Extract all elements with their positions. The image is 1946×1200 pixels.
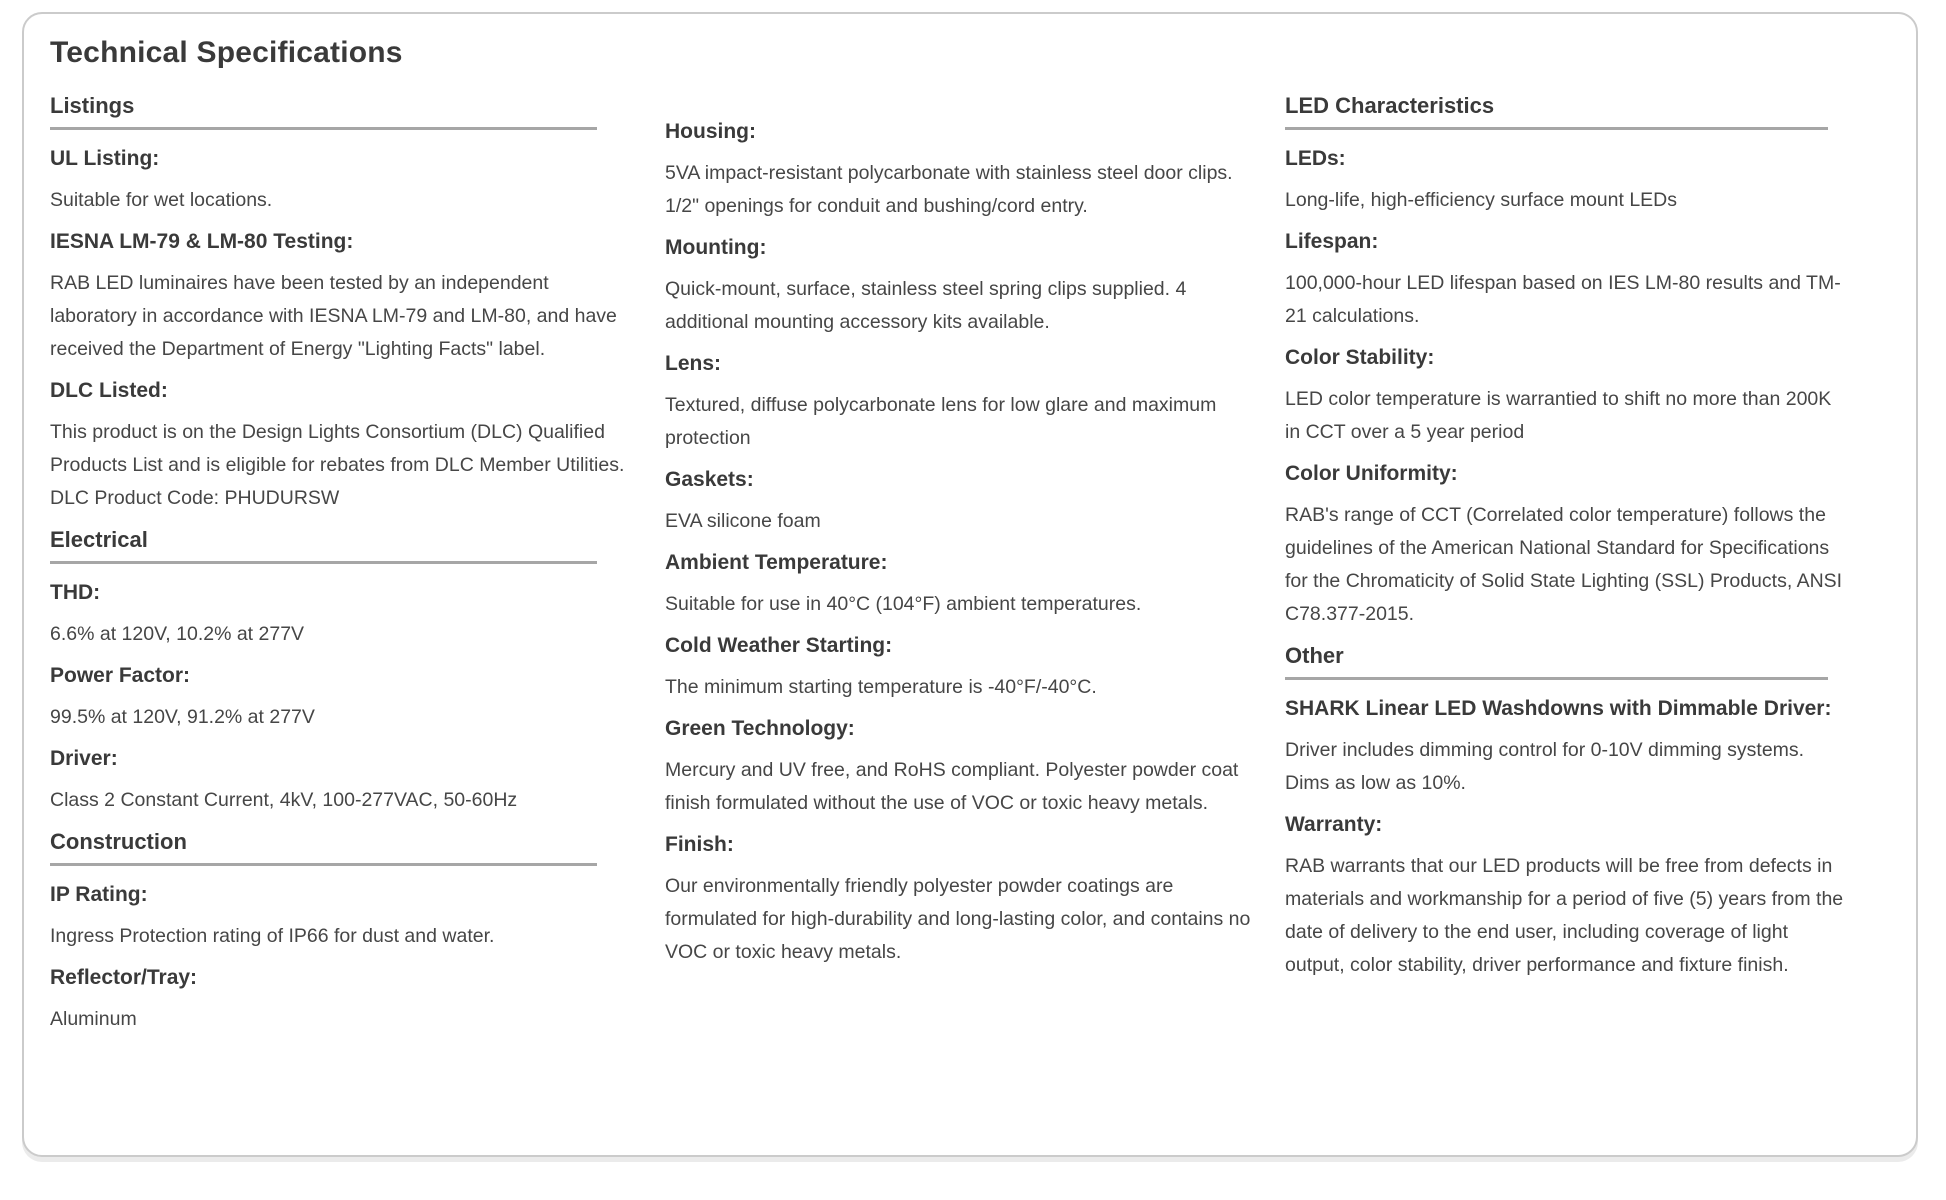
- section-header: [50, 527, 635, 564]
- section-title: LED Characteristics: [1285, 93, 1495, 118]
- spec-term: Warranty:: [1285, 813, 1383, 836]
- spec-term: Green Technology:: [665, 717, 855, 740]
- spec-definition: 5VA impact-resistant polycarbonate with stainless steel door clips. 1/2" openings for conduit and bushing/cord entry.: [665, 162, 1233, 217]
- section-rule: [1285, 677, 1828, 680]
- column-3: [1285, 93, 1850, 994]
- section-rule: [1285, 127, 1828, 130]
- spec-term: Finish:: [665, 833, 734, 856]
- section-header: [1285, 93, 1850, 130]
- spec-definition: Textured, diffuse polycarbonate lens for low glare and maximum protection: [665, 394, 1217, 449]
- spec-definition: Suitable for use in 40°C (104°F) ambient temperatures.: [665, 593, 1142, 615]
- spec-definition: 100,000-hour LED lifespan based on IES LM-80 results and TM-21 calculations.: [1285, 272, 1841, 327]
- spec-term: Driver:: [50, 747, 118, 770]
- spec-definition: RAB LED luminaires have been tested by an independent laboratory in accordance with IESNA LM-79 and LM-80, and have received the Department of Energy "Lighting Facts" label.: [50, 272, 617, 360]
- spec-definition: RAB's range of CCT (Correlated color temperature) follows the guidelines of the American National Standard for Specifications for the Chromaticity of Solid State Lighting (SSL) Products, ANSI C78.377-2015.: [1285, 504, 1843, 625]
- spec-definition: Class 2 Constant Current, 4kV, 100-277VAC, 50-60Hz: [50, 789, 518, 811]
- section-header: [50, 93, 635, 130]
- spec-term: THD:: [50, 581, 101, 604]
- section-title: Electrical: [50, 527, 148, 552]
- spec-term: Reflector/Tray:: [50, 966, 198, 989]
- section-title: Other: [1285, 643, 1344, 668]
- spec-definition: 6.6% at 120V, 10.2% at 277V: [50, 623, 305, 645]
- section-rule: [50, 561, 597, 564]
- spec-term: SHARK Linear LED Washdowns with Dimmable Driver:: [1285, 697, 1832, 720]
- spec-definition: Ingress Protection rating of IP66 for dust and water.: [50, 925, 495, 947]
- spec-term: IP Rating:: [50, 883, 148, 906]
- spec-term: IESNA LM-79 & LM-80 Testing:: [50, 230, 354, 253]
- spec-definition: Driver includes dimming control for 0-10V dimming systems. Dims as low as 10%.: [1285, 739, 1805, 794]
- spec-definition: Long-life, high-efficiency surface mount LEDs: [1285, 189, 1678, 211]
- spec-term: Ambient Temperature:: [665, 551, 888, 574]
- spec-columns: [50, 93, 1890, 1048]
- spec-term: Cold Weather Starting:: [665, 634, 893, 657]
- spec-term: Mounting:: [665, 236, 767, 259]
- section-rule: [50, 863, 597, 866]
- spec-definition: Quick-mount, surface, stainless steel spring clips supplied. 4 additional mounting accessory kits available.: [665, 278, 1187, 333]
- spec-definition: The minimum starting temperature is -40°F/-40°C.: [665, 676, 1097, 698]
- spec-term: Gaskets:: [665, 468, 754, 491]
- section-header: [50, 829, 635, 866]
- spec-card: [22, 12, 1918, 1157]
- spec-term: Lifespan:: [1285, 230, 1379, 253]
- spec-definition: 99.5% at 120V, 91.2% at 277V: [50, 706, 315, 728]
- column-1: [50, 93, 635, 1048]
- spec-term: UL Listing:: [50, 147, 160, 170]
- section-title: Listings: [50, 93, 135, 118]
- spec-definition: This product is on the Design Lights Consortium (DLC) Qualified Products List and is eligible for rebates from DLC Member Utilities. DLC Product Code: PHUDURSW: [50, 421, 625, 509]
- spec-definition: Aluminum: [50, 1008, 137, 1030]
- spec-definition: Suitable for wet locations.: [50, 189, 273, 211]
- spec-term: Housing:: [665, 120, 756, 143]
- spec-term: DLC Listed:: [50, 379, 168, 402]
- spec-definition: Mercury and UV free, and RoHS compliant. Polyester powder coat finish formulated without the use of VOC or toxic heavy metals.: [665, 759, 1239, 814]
- section-rule: [50, 127, 597, 130]
- spec-term: Power Factor:: [50, 664, 191, 687]
- column-2: [665, 93, 1253, 981]
- spec-definition: RAB warrants that our LED products will be free from defects in materials and workmanship for a period of five (5) years from the date of delivery to the end user, including coverage of light output, color stability, driver performance and fixture finish.: [1285, 855, 1844, 976]
- spec-term: Color Uniformity:: [1285, 462, 1458, 485]
- spec-definition: LED color temperature is warrantied to shift no more than 200K in CCT over a 5 year period: [1285, 388, 1832, 443]
- spec-term: Color Stability:: [1285, 346, 1435, 369]
- page-title: Technical Specifications: [50, 36, 403, 69]
- spec-term: Lens:: [665, 352, 722, 375]
- spec-term: LEDs:: [1285, 147, 1346, 170]
- spec-definition: Our environmentally friendly polyester powder coatings are formulated for high-durability and long-lasting color, and contains no VOC or toxic heavy metals.: [665, 875, 1251, 963]
- section-header: [1285, 643, 1850, 680]
- section-title: Construction: [50, 829, 187, 854]
- spec-definition: EVA silicone foam: [665, 510, 821, 532]
